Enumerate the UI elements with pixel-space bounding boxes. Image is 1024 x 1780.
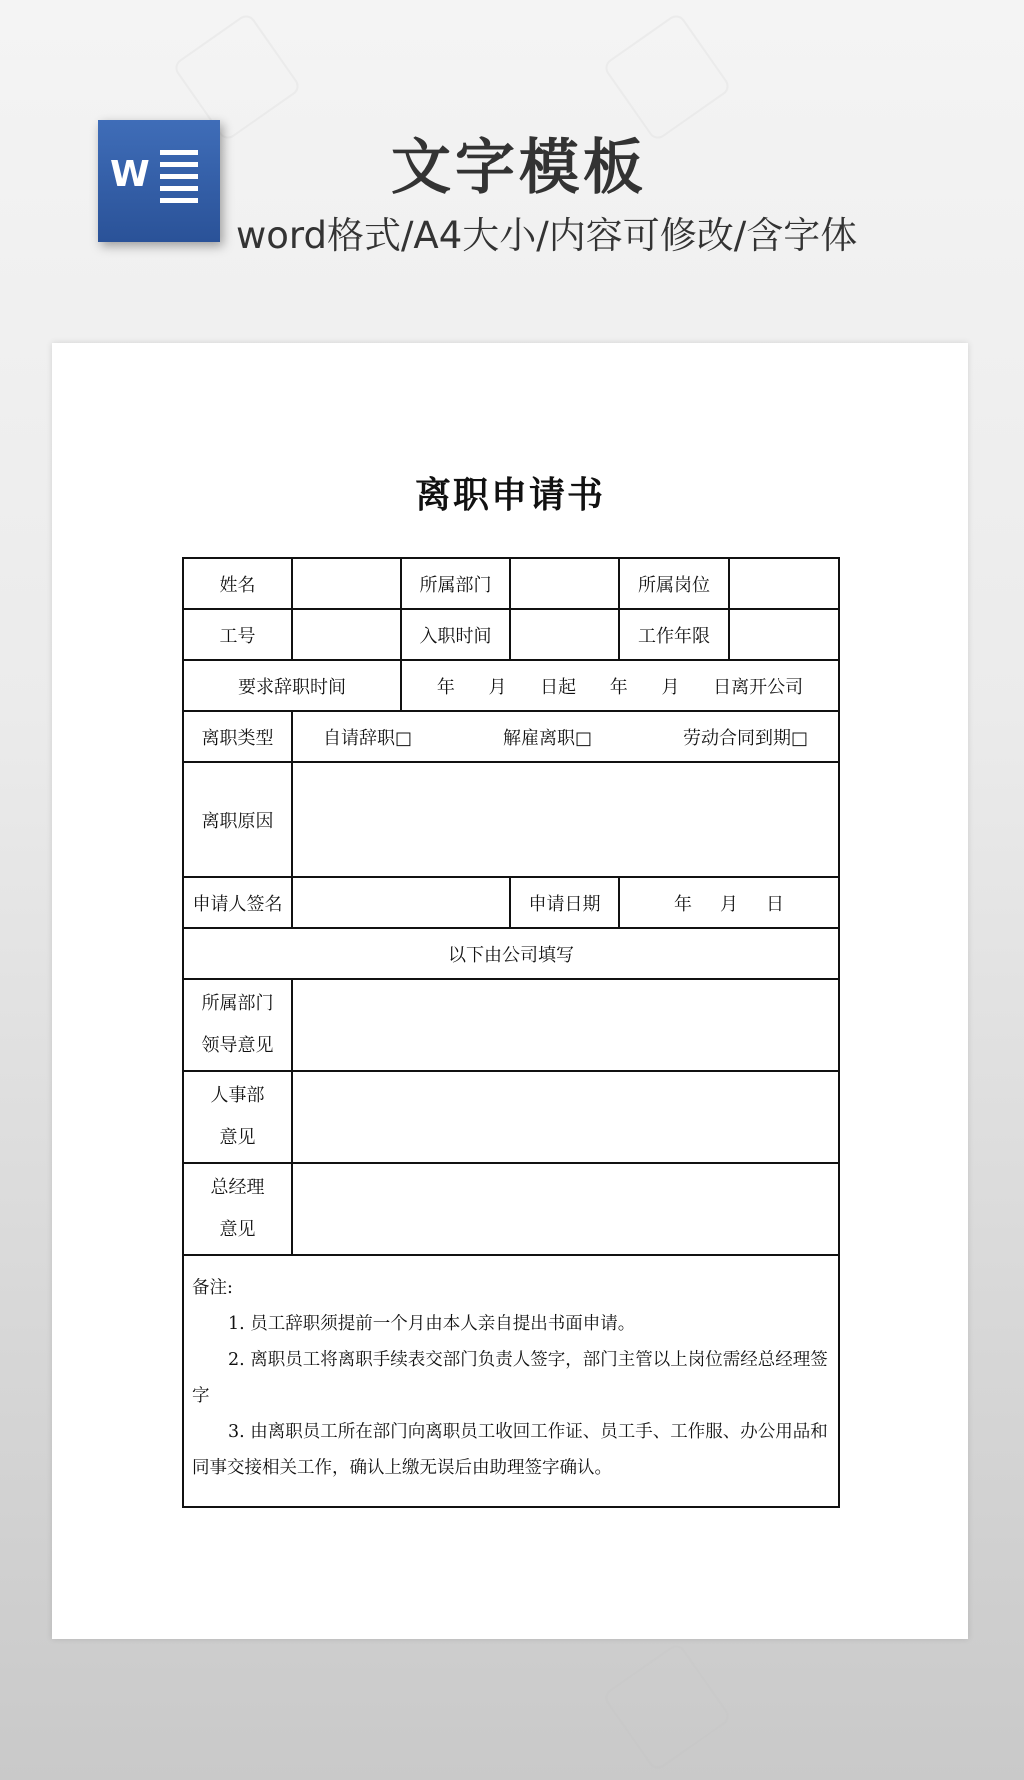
employee-id-label: 工号 <box>183 609 292 660</box>
option-dismissal-checkbox[interactable]: 解雇离职□ <box>502 727 592 749</box>
resignation-period-field[interactable] <box>401 660 839 711</box>
dept-opinion-label-line: 所属部门 <box>201 993 274 1014</box>
form-row <box>183 877 839 928</box>
hr-opinion-label-line: 意见 <box>219 1127 256 1148</box>
resignation-form <box>182 557 840 1508</box>
application-date-field[interactable] <box>619 877 839 928</box>
note-item: 3. 由离职员工所在部门向离职员工收回工作证、员工手、工作服、办公用品和同事交接相关工作，确认上缴无误后由助理签字确认。 <box>192 1422 828 1478</box>
department-field[interactable] <box>510 558 619 609</box>
form-row <box>183 1071 839 1163</box>
signature-field[interactable] <box>292 877 510 928</box>
date-part: 月 <box>720 893 738 915</box>
hr-opinion-label <box>183 1071 292 1163</box>
application-date-label: 申请日期 <box>510 877 619 928</box>
gm-opinion-label-line: 总经理 <box>210 1177 265 1198</box>
date-part: 月 <box>661 676 680 698</box>
signature-label: 申请人签名 <box>183 877 292 928</box>
resignation-type-options <box>292 711 839 762</box>
note-item: 2. 离职员工将离职手续表交部门负责人签字，部门主管以上岗位需经总经理签字 <box>192 1350 828 1406</box>
years-of-service-label: 工作年限 <box>619 609 729 660</box>
form-row <box>183 979 839 1071</box>
date-part: 日起 <box>540 676 577 698</box>
form-row <box>183 660 839 711</box>
reason-field[interactable] <box>292 762 839 877</box>
position-field[interactable] <box>729 558 839 609</box>
resignation-type-label: 离职类型 <box>183 711 292 762</box>
company-section-label: 以下由公司填写 <box>183 928 839 979</box>
employee-id-field[interactable] <box>292 609 401 660</box>
resignation-period-label: 要求辞职时间 <box>183 660 401 711</box>
date-part: 年 <box>609 676 628 698</box>
notes-section <box>183 1255 839 1507</box>
date-part: 日离开公司 <box>713 676 804 698</box>
years-of-service-field[interactable] <box>729 609 839 660</box>
dept-opinion-label-line: 领导意见 <box>201 1035 274 1056</box>
form-row <box>183 1255 839 1507</box>
date-part: 年 <box>674 893 692 915</box>
dept-opinion-label <box>183 979 292 1071</box>
position-label: 所属岗位 <box>619 558 729 609</box>
watermark <box>602 1642 733 1773</box>
gm-opinion-label-line: 意见 <box>219 1219 256 1240</box>
form-row <box>183 928 839 979</box>
date-part: 月 <box>488 676 507 698</box>
notes-heading: 备注: <box>192 1278 233 1298</box>
hire-date-label: 入职时间 <box>401 609 510 660</box>
option-voluntary-checkbox[interactable]: 自请辞职□ <box>323 727 413 749</box>
gm-opinion-field[interactable] <box>292 1163 839 1255</box>
document-title: 离职申请书 <box>414 474 605 516</box>
form-row <box>183 558 839 609</box>
word-icon-letter: W <box>110 154 150 195</box>
hr-opinion-label-line: 人事部 <box>210 1085 265 1106</box>
option-contract-end-checkbox[interactable]: 劳动合同到期□ <box>682 727 808 749</box>
form-row <box>183 711 839 762</box>
name-label: 姓名 <box>183 558 292 609</box>
banner-subtitle: word格式/A4大小/内容可修改/含字体 <box>236 214 858 257</box>
banner-title: 文字模板 <box>391 133 647 203</box>
gm-opinion-label <box>183 1163 292 1255</box>
note-item: 1. 员工辞职须提前一个月由本人亲自提出书面申请。 <box>228 1314 636 1334</box>
date-part: 日 <box>766 893 784 915</box>
reason-label: 离职原因 <box>183 762 292 877</box>
form-row <box>183 762 839 877</box>
hire-date-field[interactable] <box>510 609 619 660</box>
document-page <box>52 343 968 1639</box>
form-row <box>183 609 839 660</box>
form-row <box>183 1163 839 1255</box>
name-field[interactable] <box>292 558 401 609</box>
date-part: 年 <box>436 676 455 698</box>
department-label: 所属部门 <box>401 558 510 609</box>
dept-opinion-field[interactable] <box>292 979 839 1071</box>
hr-opinion-field[interactable] <box>292 1071 839 1163</box>
